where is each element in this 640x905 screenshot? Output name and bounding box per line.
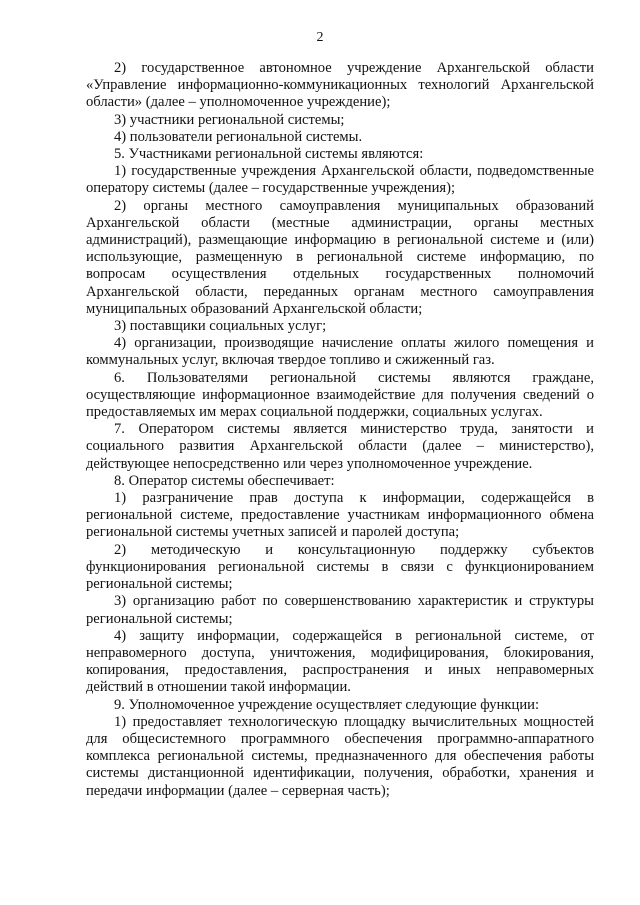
paragraph: 2) органы местного самоуправления муниципальных образований Архангельской области (местные администрации, органы местных администраций), размещающие информацию в региональной системе и (или) использующие, размещенную в региональной системе информацию, по вопросам осуществления отдельных государственных полномочий Архангельской области, переданных органам местного самоуправления муниципальных образований Архангельской области;	[86, 197, 594, 317]
page-number: 2	[316, 30, 324, 45]
paragraph: 2) методическую и консультационную поддержку субъектов функционирования региональной системы в связи с функционированием региональной системы;	[86, 541, 594, 593]
paragraph: 7. Оператором системы является министерство труда, занятости и социального развития Архангельской области (далее – министерство), действующее непосредственно или через уполномоченное учреждение.	[86, 421, 594, 472]
paragraph: 1) разграничение прав доступа к информации, содержащейся в региональной системе, предоставление участникам информационного обмена региональной системы учетных записей и паролей доступа;	[86, 490, 594, 541]
paragraph: 4) защиту информации, содержащейся в региональной системе, от неправомерного доступа, уничтожения, модифицирования, блокирования, копирования, предоставления, распространения и иных неправомерных действий в отношении такой информации.	[86, 627, 594, 696]
paragraph: 9. Уполномоченное учреждение осуществляет следующие функции:	[114, 696, 539, 713]
paragraph: 1) предоставляет технологическую площадку вычислительных мощностей для общесистемного программного обеспечения программно-аппаратного комплекса региональной системы, предназначенного для обеспечения работы системы дистанционной идентификации, получения, обработки, хранения и передачи информации (далее – серверная часть);	[86, 713, 594, 799]
paragraph: 5. Участниками региональной системы являются:	[114, 146, 424, 163]
paragraph: 3) организацию работ по совершенствованию характеристик и структуры региональной системы;	[86, 593, 594, 627]
paragraph: 4) пользователи региональной системы.	[114, 128, 363, 145]
paragraph: 4) организации, производящие начисление оплаты жилого помещения и коммунальных услуг, включая твердое топливо и сжиженный газ.	[86, 335, 594, 369]
paragraph: 3) участники региональной системы;	[114, 111, 345, 128]
paragraph: 2) государственное автономное учреждение Архангельской области «Управление информационно-коммуникационных технологий Архангельской области» (далее – уполномоченное учреждение);	[86, 60, 594, 111]
paragraph: 6. Пользователями региональной системы являются граждане, осуществляющие информационное взаимодействие для получения сведений о предоставляемых им мерах социальной поддержки, социальных услугах.	[86, 369, 594, 421]
paragraph: 8. Оператор системы обеспечивает:	[114, 472, 335, 489]
paragraph: 1) государственные учреждения Архангельской области, подведомственные оператору системы (далее – государственные учреждения);	[86, 163, 594, 197]
paragraph: 3) поставщики социальных услуг;	[114, 318, 327, 335]
document-body	[86, 60, 594, 800]
